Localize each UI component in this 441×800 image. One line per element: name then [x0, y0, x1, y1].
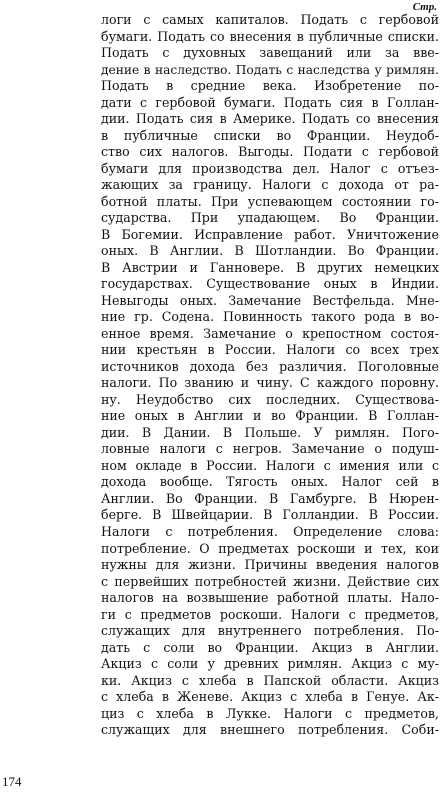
text-line: оных. В Англии. В Шотландии. Во Франции.: [101, 243, 439, 259]
text-line: сударства. При упадающем. Во Франции.: [101, 210, 439, 226]
text-line: бумаги для производства дел. Налог с отъез-: [101, 160, 439, 176]
text-line: потребление. О предметах роскоши и тех, кои: [101, 540, 439, 556]
text-line: ном окладе в России. Налоги с имения или с: [101, 457, 439, 473]
text-line: ги с предметов роскоши. Налоги с предметов,: [101, 606, 439, 622]
text-line: ние гр. Содена. Повинность такого рода в во-: [101, 309, 439, 325]
text-line: с хлеба в Женеве. Акциз с хлеба в Генуе. Ак-: [101, 689, 439, 705]
text-line: дати с гербовой бумаги. Подать сия в Голлан-: [101, 94, 439, 110]
text-line: нужны для жизни. Причины введения налогов: [101, 557, 439, 573]
page-number: 174: [2, 774, 22, 789]
text-line: логи с самых капиталов. Подать с гербовой: [101, 12, 439, 27]
text-line: налогов на возвышение работной платы. Нало-: [101, 590, 439, 606]
text-line: ки. Акциз с хлеба в Папской области. Акциз: [101, 672, 439, 688]
text-line: Невыгоды оных. Замечание Вестфельда. Мне-: [101, 292, 439, 308]
text-line: Англии. Во Франции. В Гамбурге. В Нюрен-: [101, 490, 439, 506]
text-line: ловные налоги с негров. Замечание о подуш-: [101, 441, 439, 457]
text-line: ну. Неудобство сих последних. Существова-: [101, 391, 439, 407]
text-line: служащих для внешнего потребления. Соби-: [101, 722, 439, 738]
text-line: Подать в средние века. Изобретение по-: [101, 78, 439, 94]
text-line: Подать с духовных завещаний или за вве-: [101, 45, 439, 61]
text-line: ние оных в Англии и во Франции. В Голлан-: [101, 408, 439, 424]
text-line: енное время. Замечание о крепостном состоя-: [101, 325, 439, 341]
text-line: налоги. По званию и чину. С каждого поровну.: [101, 375, 439, 391]
text-line: ство сих налогов. Выгоды. Подати с гербовой: [101, 144, 439, 160]
text-line: нии крестьян в России. Налоги со всех трех: [101, 342, 439, 358]
text-line: дохода вообще. Тягость оных. Налог сей в: [101, 474, 439, 490]
text-line: дение в наследство. Подать с наследства у римлян.: [101, 62, 439, 77]
text-line: жающих за границу. Налоги с дохода от ра-: [101, 177, 439, 193]
text-line: В Богемии. Исправление работ. Уничтожение: [101, 226, 439, 242]
text-line: В Австрии и Ганновере. В других немецких: [101, 259, 439, 275]
text-line: служащих для внутреннего потребления. По-: [101, 623, 439, 639]
text-line: с первейших потребностей жизни. Действие сих: [101, 573, 439, 589]
page-header-label: Стр.: [412, 1, 437, 13]
text-line: государствах. Существование оных в Индии.: [101, 276, 439, 292]
text-line: источников дохода без различия. Поголовные: [101, 358, 439, 374]
text-line: дии. Подать сия в Америке. Подать со внесения: [101, 111, 439, 127]
text-line: бумаги. Подать со внесения в публичные списки.: [101, 28, 439, 44]
text-line: дии. В Дании. В Польше. У римлян. Пого-: [101, 424, 439, 440]
text-line: берге. В Швейцарии. В Голландии. В России.: [101, 507, 439, 523]
text-line: Акциз с соли у древних римлян. Акциз с му-: [101, 656, 439, 672]
text-line: дать с соли во Франции. Акциз в Англии.: [101, 639, 439, 655]
body-text: [101, 12, 439, 739]
text-line: ботной платы. При успевающем состоянии го-: [101, 193, 439, 209]
text-line: Налоги с потребления. Определение слова:: [101, 523, 439, 539]
text-line: циз с хлеба в Лукке. Налоги с предметов,: [101, 705, 439, 721]
text-line: в публичные списки во Франции. Неудоб-: [101, 127, 439, 143]
